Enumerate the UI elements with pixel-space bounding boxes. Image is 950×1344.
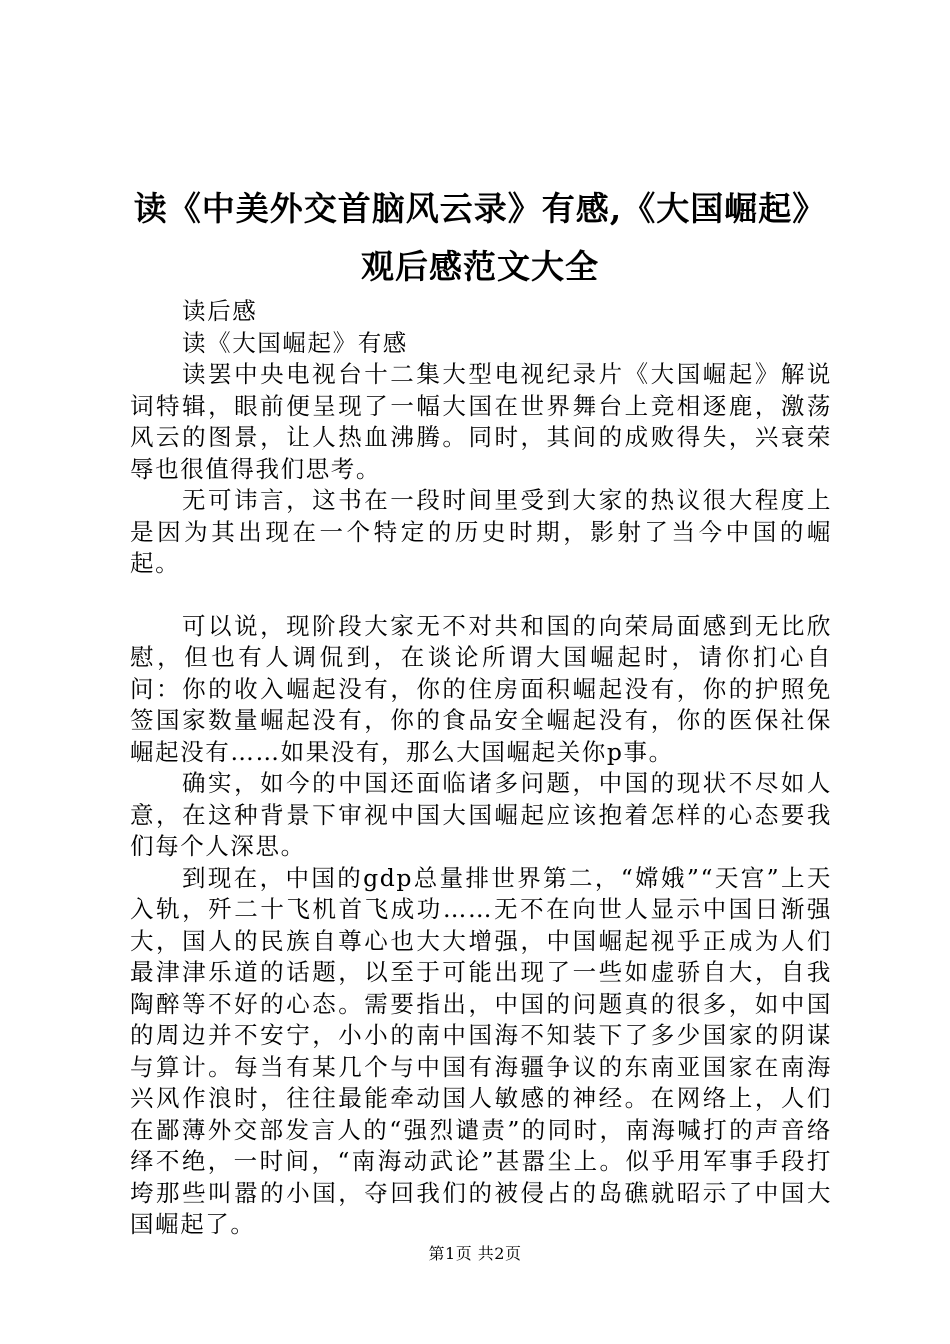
paragraph: 无可讳言，这书在一段时间里受到大家的热议很大程度上是因为其出现在一个特定的历史时期，影射了当今中国的崛起。	[130, 486, 832, 577]
page-number-footer: 第1页 共2页	[428, 1244, 522, 1263]
paragraph: 到现在，中国的gdp总量排世界第二，“嫦娥”“天宫”上天入轨，歼二十飞机首飞成功……无不在向世人显示中国日渐强大，国人的民族自尊心也大大增强，中国崛起视乎正成为人们最津津乐道的话题，以至于可能出现了一些如虚骄自大，自我陶醉等不好的心态。需要指出，中国的问题真的很多，如中国的周边并不安宁，小小的南中国海不知装下了多少国家的阴谋与算计。每当有某几个与中国有海疆争议的东南亚国家在南海兴风作浪时，往往最能牵动国人敏感的神经。在网络上，人们在鄙薄外交部发言人的“强烈谴责”的同时，南海喊打的声音络绎不绝，一时间，“南海动武论”甚嚣尘上。似乎用军事手段打垮那些叫嚣的小国，夺回我们的被侵占的岛礁就昭示了中国大国崛起了。	[130, 863, 832, 1238]
paragraph: 读后感	[182, 297, 258, 325]
paragraph: 确实，如今的中国还面临诸多问题，中国的现状不尽如人意，在这种背景下审视中国大国崛起应该抱着怎样的心态要我们每个人深思。	[130, 769, 832, 860]
document-body	[130, 296, 832, 1241]
paragraph: 读《大国崛起》有感	[182, 328, 408, 357]
document-title: 读《中美外交首脑风云录》有感,《大国崛起》观后感范文大全	[133, 189, 827, 286]
paragraph: 读罢中央电视台十二集大型电视纪录片《大国崛起》解说词特辑，眼前便呈现了一幅大国在世界舞台上竞相逐鹿，激荡风云的图景，让人热血沸腾。同时，其间的成败得失，兴衰荣辱也很值得我们思考。	[130, 360, 832, 483]
paragraph: 可以说，现阶段大家无不对共和国的向荣局面感到无比欣慰，但也有人调侃到，在谈论所谓大国崛起时，请你扪心自问：你的收入崛起没有，你的住房面积崛起没有，你的护照免签国家数量崛起没有，你的食品安全崛起没有，你的医保社保崛起没有……如果没有，那么大国崛起关你p事。	[130, 611, 832, 766]
